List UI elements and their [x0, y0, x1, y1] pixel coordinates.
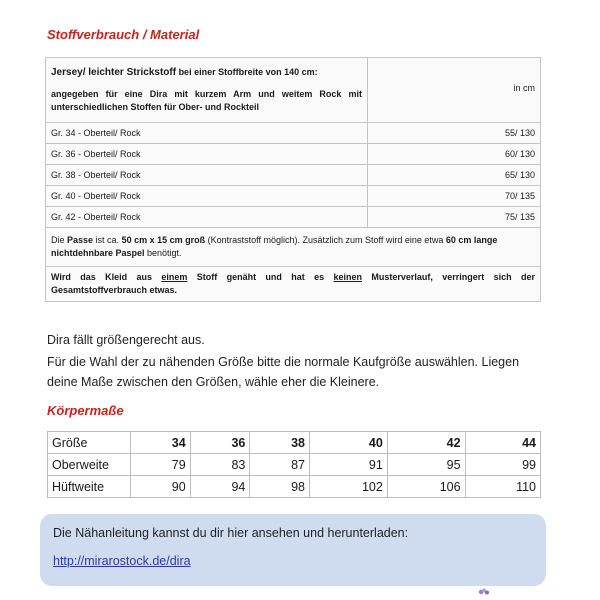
- row-label: Gr. 36 - Oberteil/ Rock: [46, 144, 368, 165]
- measure-value: 102: [310, 476, 388, 498]
- measure-value: 99: [465, 454, 540, 476]
- table-row: [46, 144, 541, 165]
- measure-value: 98: [250, 476, 310, 498]
- row-value: 55/ 130: [368, 123, 541, 144]
- size-col: 38: [250, 432, 310, 454]
- instructions-link[interactable]: http://mirarostock.de/dira: [53, 554, 191, 568]
- table-row: [46, 123, 541, 144]
- table-row: [46, 207, 541, 228]
- size-col: 36: [190, 432, 250, 454]
- size-header-label: Größe: [48, 432, 131, 454]
- fabric-header-cell: [46, 58, 368, 123]
- fabric-table: [45, 57, 541, 302]
- single-fabric-note-row: [46, 267, 541, 302]
- measure-value: 90: [131, 476, 191, 498]
- measure-label: Oberweite: [48, 454, 131, 476]
- size-table: [47, 431, 541, 498]
- section-title-material: Stoffverbrauch / Material: [47, 27, 200, 42]
- measure-value: 91: [310, 454, 388, 476]
- info-box: [40, 514, 546, 586]
- table-row: [46, 165, 541, 186]
- fabric-width: bei einer Stoffbreite von 140 cm:: [176, 66, 318, 77]
- row-label: Gr. 38 - Oberteil/ Rock: [46, 165, 368, 186]
- measure-value: 87: [250, 454, 310, 476]
- fabric-table-header: [46, 58, 541, 123]
- table-row: [48, 476, 541, 498]
- measure-value: 83: [190, 454, 250, 476]
- row-label: Gr. 42 - Oberteil/ Rock: [46, 207, 368, 228]
- row-value: 65/ 130: [368, 165, 541, 186]
- measure-value: 110: [465, 476, 540, 498]
- size-col: 42: [387, 432, 465, 454]
- fabric-header-description: angegeben für eine Dira mit kurzem Arm und weitem Rock mit unterschiedlichen Stoffen für Ober- und Rockteil: [51, 88, 362, 112]
- flower-icon: [477, 587, 491, 597]
- row-label: Gr. 34 - Oberteil/ Rock: [46, 123, 368, 144]
- size-col: 44: [465, 432, 540, 454]
- measure-label: Hüftweite: [48, 476, 131, 498]
- single-fabric-note: Wird das Kleid aus einem Stoff genäht und hat es keinen Musterverlauf, verringert sich der Gesamtstoffverbrauch etwas.: [46, 267, 541, 302]
- unit-label: in cm: [368, 58, 541, 123]
- table-row: [46, 186, 541, 207]
- table-row: [48, 454, 541, 476]
- row-label: Gr. 40 - Oberteil/ Rock: [46, 186, 368, 207]
- size-col: 40: [310, 432, 388, 454]
- measure-value: 94: [190, 476, 250, 498]
- size-header-row: [48, 432, 541, 454]
- info-text: Die Nähanleitung kannst du dir hier ansehen und herunterladen:: [53, 526, 409, 540]
- row-value: 70/ 135: [368, 186, 541, 207]
- size-col: 34: [131, 432, 191, 454]
- size-advice: Für die Wahl der zu nähenden Größe bitte die normale Kaufgröße auswählen. Liegen deine Maße zwischen den Größen, wähle eher die Kleinere.: [47, 355, 520, 389]
- fabric-type: Jersey/ leichter Strickstoff: [51, 66, 177, 78]
- passe-note-row: [46, 228, 541, 267]
- fit-note: Dira fällt größengerecht aus.: [47, 333, 205, 347]
- row-value: 75/ 135: [368, 207, 541, 228]
- row-value: 60/ 130: [368, 144, 541, 165]
- section-title-body-measurements: Körpermaße: [47, 403, 124, 418]
- passe-note: Die Passe ist ca. 50 cm x 15 cm groß (Kontraststoff möglich). Zusätzlich zum Stoff wird eine etwa 60 cm lange nichtdehnbare Paspel benötigt.: [46, 228, 541, 267]
- measure-value: 106: [387, 476, 465, 498]
- measure-value: 95: [387, 454, 465, 476]
- measure-value: 79: [131, 454, 191, 476]
